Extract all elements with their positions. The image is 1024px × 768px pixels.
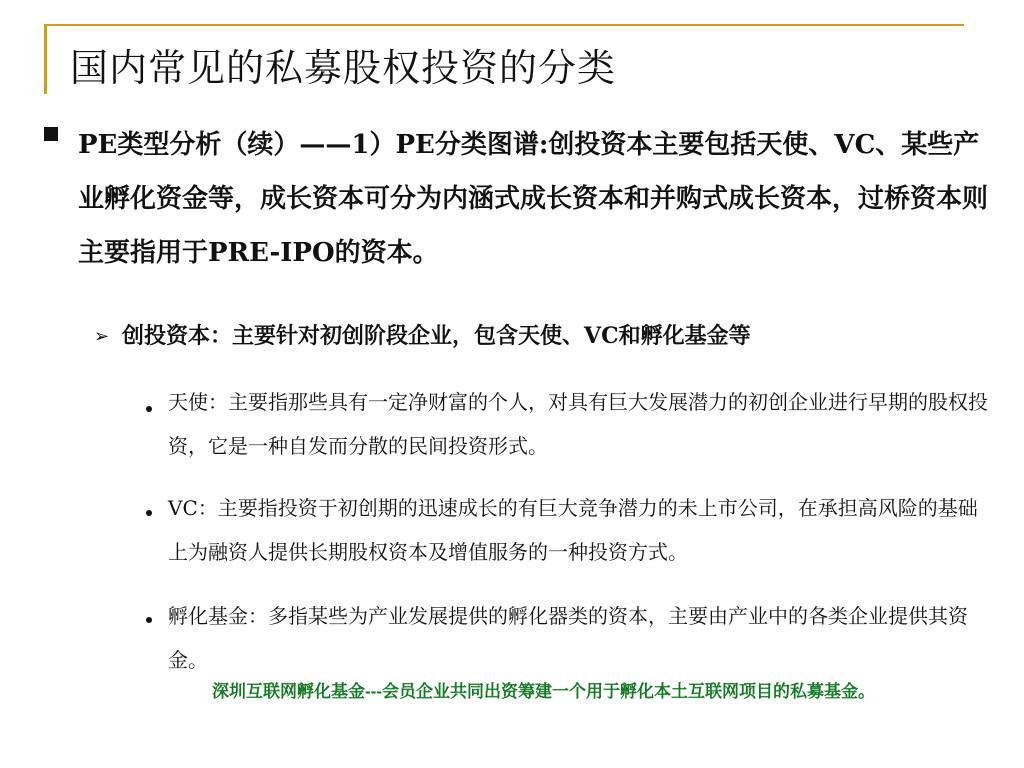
- square-bullet-icon: [44, 127, 58, 141]
- arrow-bullet-icon: ➢: [94, 326, 110, 347]
- title-left-rule: [44, 24, 47, 94]
- incubator-item-text: 孵化基金：多指某些为产业发展提供的孵化器类的资本，主要由产业中的各类企业提供其资金。: [168, 604, 968, 672]
- angel-item-text: 天使：主要指那些具有一定净财富的个人，对具有巨大发展潜力的初创企业进行早期的股权投资，它是一种自发而分散的民间投资形式。: [168, 390, 988, 458]
- dot-bullet-icon: [146, 510, 152, 516]
- dot-bullet-icon: [146, 406, 152, 412]
- dot-bullet-icon: [146, 617, 152, 623]
- vc-item-text: VC：主要指投资于初创期的迅速成长的有巨大竞争潜力的未上市公司，在承担高风险的基础上为融资人提供长期股权资本及增值服务的一种投资方式。: [168, 496, 978, 564]
- green-note-text: 深圳互联网孵化基金---会员企业共同出资筹建一个用于孵化本土互联网项目的私募基金。: [212, 682, 875, 701]
- slide-title: 国内常见的私募股权投资的分类: [70, 46, 617, 90]
- main-bullet-text: PE类型分析（续）——1）PE分类图谱:创投资本主要包括天使、VC、某些产业孵化资金等，成长资本可分为内涵式成长资本和并购式成长资本，过桥资本则主要指用于PRE-IPO的资本。: [78, 130, 989, 268]
- sub-bullet-text: 创投资本：主要针对初创阶段企业，包含天使、VC和孵化基金等: [122, 323, 751, 349]
- title-top-rule: [46, 24, 964, 26]
